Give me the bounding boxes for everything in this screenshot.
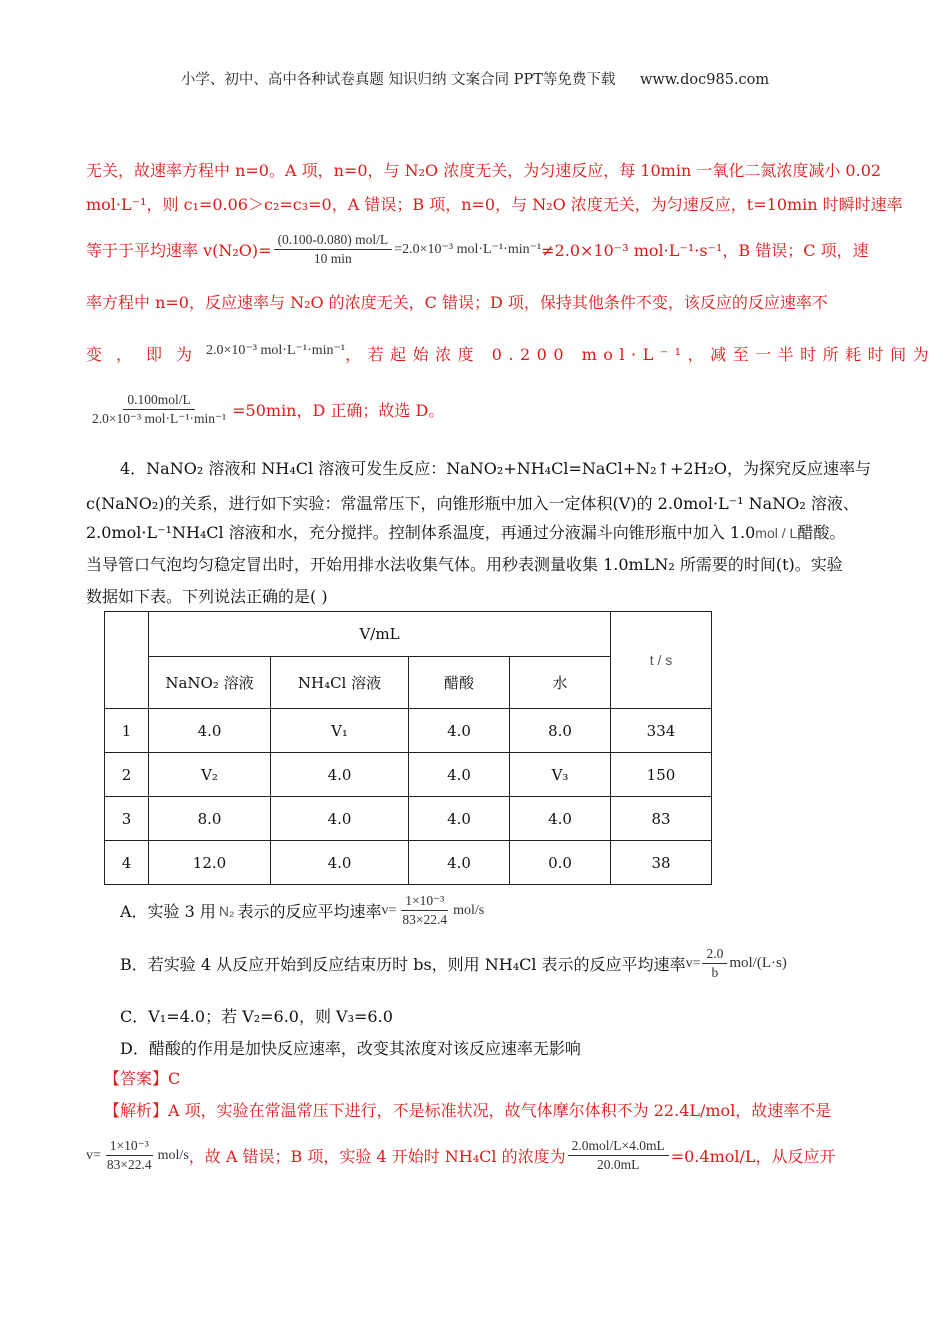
analysis-line-2 — [86, 1138, 866, 1173]
solution-line-5-math: 2.0×10⁻³ mol·L⁻¹·min⁻¹ — [206, 343, 346, 358]
table-cell: 3 — [105, 797, 149, 841]
column-header: 醋酸 — [409, 657, 510, 709]
time-header: t / s — [611, 612, 712, 709]
question-line-3 — [86, 520, 866, 543]
solution-line-3-suffix: ≠2.0×10⁻³ mol·L⁻¹·s⁻¹，B 错误；C 项，速 — [541, 241, 869, 260]
option-a-denominator: 83×22.4 — [402, 912, 448, 927]
option-a-prefix: A．实验 3 用 — [120, 902, 216, 921]
table-cell: V₁ — [271, 709, 409, 753]
table-cell: 4.0 — [409, 797, 510, 841]
solution-line-2: mol·L⁻¹，则 c₁=0.06＞c₂=c₃=0，A 错误；B 项，n=0，与 N₂O 浓度无关，为匀速反应，t=10min 时瞬时速率 — [86, 195, 903, 214]
rate-value: 2.0×10⁻³ mol·L⁻¹·min⁻¹ — [402, 242, 542, 257]
time-fraction — [88, 392, 230, 427]
question-line-3-b: 醋酸。 — [797, 523, 846, 542]
table-cell: 4 — [105, 841, 149, 885]
option-b-numerator: 2.0 — [702, 946, 727, 964]
solution-line-6-suffix: =50min，D 正确；故选 D。 — [232, 401, 445, 420]
question-line-2: c(NaNO₂)的关系，进行如下实验：常温常压下，向锥形瓶中加入一定体积(V)的 2.0mol·L⁻¹ NaNO₂ 溶液、 — [86, 494, 859, 513]
question-line-4: 当导管口气泡均匀稳定冒出时，开始用排水法收集气体。用秒表测量收集 1.0mLN₂ 所需要的时间(t)。实验 — [86, 555, 843, 574]
table-cell: 0.0 — [510, 841, 611, 885]
rate-fraction-denominator: 10 min — [313, 251, 352, 266]
corner-cell — [105, 612, 149, 709]
table-cell: 4.0 — [271, 797, 409, 841]
table-cell: V₂ — [149, 753, 271, 797]
table-cell: 1 — [105, 709, 149, 753]
table-cell: 334 — [611, 709, 712, 753]
table-cell: 83 — [611, 797, 712, 841]
column-header: NaNO₂ 溶液 — [149, 657, 271, 709]
solution-line-5-a: 变，即为 — [86, 345, 207, 364]
analysis-suffix: =0.4mol/L，从反应开 — [670, 1147, 836, 1166]
analysis-fraction-2 — [568, 1138, 669, 1173]
option-b-prefix: B．若实验 4 从反应开始到反应结束历时 bs，则用 NH₄Cl 表示的反应平均速率 — [120, 955, 686, 974]
solution-line-5 — [86, 342, 936, 365]
answer-label: 【答案】C — [104, 1069, 181, 1088]
column-header: NH₄Cl 溶液 — [271, 657, 409, 709]
column-header: 水 — [510, 657, 611, 709]
analysis-fraction-1-numerator: 1×10⁻³ — [106, 1138, 153, 1156]
header-text: 小学、初中、高中各种试卷真题 知识归纳 文案合同 PPT等免费下载 — [180, 72, 616, 88]
option-a — [120, 893, 866, 928]
option-a-unit: mol/s — [453, 902, 485, 918]
analysis-text-1: A 项，实验在常温常压下进行，不是标准状况，故气体摩尔体积不为 22.4L/mol，故速率不是 — [168, 1101, 832, 1120]
table-cell: V₃ — [510, 753, 611, 797]
table-row — [105, 753, 712, 797]
option-b-v: v= — [685, 955, 701, 971]
table-cell: 8.0 — [149, 797, 271, 841]
option-a-v: v= — [381, 902, 397, 918]
solution-line-6 — [86, 392, 866, 427]
analysis-mid-text: ，故 A 错误；B 项，实验 4 开始时 NH₄Cl 的浓度为 — [188, 1147, 566, 1166]
table-cell: 4.0 — [271, 841, 409, 885]
table-row — [105, 841, 712, 885]
analysis-fraction-1-denominator: 83×22.4 — [106, 1157, 152, 1172]
option-a-species: N₂ — [218, 902, 235, 919]
page-header — [0, 68, 950, 89]
table-cell: 4.0 — [149, 709, 271, 753]
time-fraction-numerator: 0.100mol/L — [123, 392, 194, 410]
analysis-fraction-2-denominator: 20.0mL — [596, 1157, 640, 1172]
volume-header: V/mL — [149, 612, 611, 657]
solution-line-3-prefix: 等于于平均速率 v(N₂O)= — [86, 241, 272, 260]
table-cell: 4.0 — [409, 753, 510, 797]
table-cell: 4.0 — [409, 841, 510, 885]
question-line-1: 4．NaNO₂ 溶液和 NH₄Cl 溶液可发生反应：NaNO₂+NH₄Cl=NaCl+N₂↑+2H₂O，为探究反应速率与 — [120, 459, 872, 478]
option-b-denominator: b — [711, 965, 719, 980]
analysis-line-1 — [104, 1098, 866, 1121]
rate-fraction — [274, 232, 393, 267]
table-row — [105, 709, 712, 753]
table-cell: 12.0 — [149, 841, 271, 885]
table-cell: 4.0 — [409, 709, 510, 753]
option-b — [120, 946, 866, 981]
option-a-mid: 表示的反应平均速率 — [237, 902, 382, 921]
option-b-fraction — [702, 946, 727, 981]
table-cell: 150 — [611, 753, 712, 797]
analysis-label: 【解析】 — [104, 1101, 169, 1120]
option-a-numerator: 1×10⁻³ — [401, 893, 448, 911]
table-cell: 4.0 — [510, 797, 611, 841]
analysis-fraction-1 — [103, 1138, 156, 1173]
question-line-5: 数据如下表。下列说法正确的是( ) — [86, 587, 328, 606]
option-c: C．V₁=4.0；若 V₂=6.0，则 V₃=6.0 — [120, 1007, 393, 1026]
table-row — [105, 797, 712, 841]
table-cell: 2 — [105, 753, 149, 797]
analysis-v: v= — [86, 1147, 101, 1163]
option-d: D．醋酸的作用是加快反应速率，改变其浓度对该反应速率无影响 — [120, 1039, 581, 1058]
acid-unit: mol / L — [755, 525, 798, 541]
question-line-3-a: 2.0mol·L⁻¹NH₄Cl 溶液和水，充分搅拌。控制体系温度，再通过分液漏斗向锥形瓶中加入 1.0 — [86, 523, 756, 542]
solution-line-5-b: ，若起始浓度 0.200 mol·L⁻¹，减至一半时所耗时间为 — [345, 345, 936, 364]
solution-line-3 — [86, 232, 869, 267]
analysis-fraction-2-numerator: 2.0mol/L×4.0mL — [568, 1138, 669, 1156]
option-b-unit: mol/(L·s) — [729, 955, 787, 971]
solution-line-1: 无关，故速率方程中 n=0。A 项，n=0，与 N₂O 浓度无关，为匀速反应，每 10min 一氧化二氮浓度减小 0.02 — [86, 161, 882, 180]
table-cell: 38 — [611, 841, 712, 885]
rate-fraction-numerator: (0.100-0.080) mol/L — [274, 232, 393, 250]
header-site-link[interactable]: www.doc985.com — [639, 72, 770, 88]
option-a-fraction — [398, 893, 451, 928]
table-cell: 8.0 — [510, 709, 611, 753]
time-fraction-denominator: 2.0×10⁻³ mol·L⁻¹·min⁻¹ — [92, 411, 227, 426]
equals-sign: = — [394, 241, 403, 257]
experiment-table — [104, 611, 712, 885]
analysis-unit: mol/s — [157, 1147, 189, 1163]
table-cell: 4.0 — [271, 753, 409, 797]
solution-line-4: 率方程中 n=0，反应速率与 N₂O 的浓度无关，C 错误；D 项，保持其他条件不变，该反应的反应速率不 — [86, 293, 828, 312]
